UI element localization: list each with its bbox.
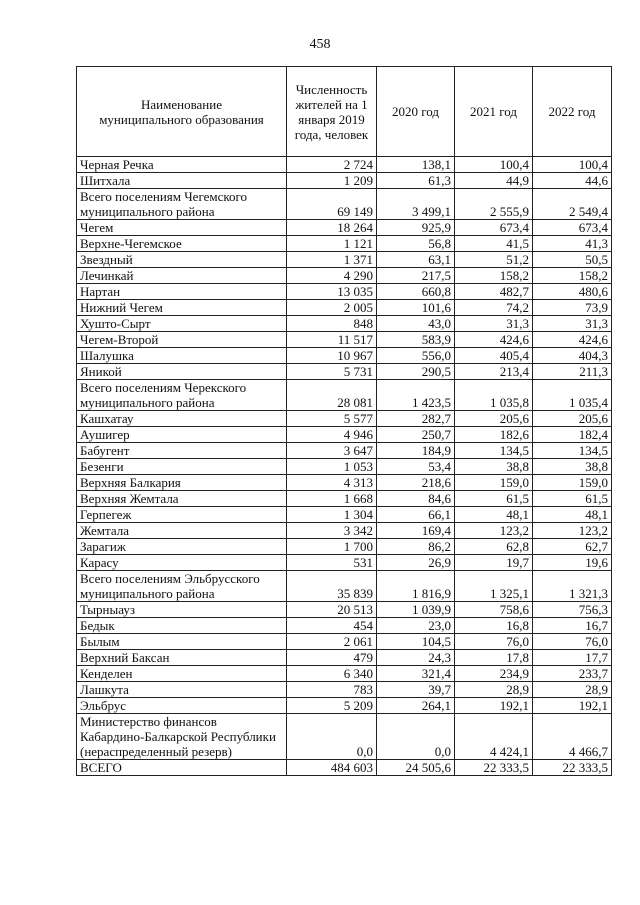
table-row [77,523,612,539]
header-row [77,67,612,157]
value-2020-cell: 61,3 [377,173,455,189]
value-2022-cell: 159,0 [533,475,612,491]
population-cell: 11 517 [287,332,377,348]
municipality-name-cell: Лечинкай [77,268,287,284]
table-row [77,411,612,427]
value-2021-cell: 76,0 [455,634,533,650]
population-cell: 28 081 [287,380,377,411]
population-cell: 13 035 [287,284,377,300]
table-row [77,220,612,236]
municipality-name-cell: Министерство финансов Кабардино-Балкарской Республики (нераспределенный резерв) [77,714,287,760]
value-2020-cell: 169,4 [377,523,455,539]
table-row [77,760,612,776]
header-name: Наименование муниципального образования [77,67,287,157]
municipality-name-cell: Аушигер [77,427,287,443]
value-2020-cell: 0,0 [377,714,455,760]
municipality-name-cell: Былым [77,634,287,650]
value-2022-cell: 16,7 [533,618,612,634]
value-2022-cell: 192,1 [533,698,612,714]
population-cell: 18 264 [287,220,377,236]
table-row [77,714,612,760]
table-row [77,555,612,571]
value-2022-cell: 17,7 [533,650,612,666]
value-2021-cell: 31,3 [455,316,533,332]
population-cell: 6 340 [287,666,377,682]
table-row [77,443,612,459]
population-cell: 4 313 [287,475,377,491]
table-row [77,268,612,284]
value-2021-cell: 19,7 [455,555,533,571]
population-cell: 20 513 [287,602,377,618]
population-cell: 4 946 [287,427,377,443]
population-cell: 5 731 [287,364,377,380]
municipality-name-cell: Чегем [77,220,287,236]
value-2020-cell: 218,6 [377,475,455,491]
value-2022-cell: 44,6 [533,173,612,189]
value-2020-cell: 101,6 [377,300,455,316]
value-2021-cell: 38,8 [455,459,533,475]
table-row [77,539,612,555]
value-2020-cell: 660,8 [377,284,455,300]
population-cell: 2 005 [287,300,377,316]
value-2021-cell: 28,9 [455,682,533,698]
population-cell: 3 647 [287,443,377,459]
value-2020-cell: 84,6 [377,491,455,507]
table-row [77,618,612,634]
header-2021: 2021 год [455,67,533,157]
value-2020-cell: 290,5 [377,364,455,380]
municipality-name-cell: Всего поселениям Черекского муниципального района [77,380,287,411]
table-header [77,67,612,157]
value-2021-cell: 424,6 [455,332,533,348]
municipality-name-cell: Чегем-Второй [77,332,287,348]
population-cell: 484 603 [287,760,377,776]
value-2022-cell: 61,5 [533,491,612,507]
municipality-name-cell: Лашкута [77,682,287,698]
municipality-name-cell: Всего поселениям Эльбрусского муниципального района [77,571,287,602]
value-2020-cell: 556,0 [377,348,455,364]
value-2020-cell: 63,1 [377,252,455,268]
value-2021-cell: 62,8 [455,539,533,555]
value-2022-cell: 158,2 [533,268,612,284]
value-2022-cell: 4 466,7 [533,714,612,760]
table-row [77,300,612,316]
value-2022-cell: 48,1 [533,507,612,523]
value-2021-cell: 192,1 [455,698,533,714]
table-row [77,666,612,682]
value-2020-cell: 3 499,1 [377,189,455,220]
municipality-name-cell: Бабугент [77,443,287,459]
value-2020-cell: 39,7 [377,682,455,698]
value-2020-cell: 43,0 [377,316,455,332]
municipality-name-cell: Всего поселениям Чегемского муниципального района [77,189,287,220]
table-row [77,475,612,491]
value-2020-cell: 53,4 [377,459,455,475]
municipality-name-cell: Тырныауз [77,602,287,618]
population-cell: 848 [287,316,377,332]
value-2021-cell: 1 035,8 [455,380,533,411]
value-2022-cell: 673,4 [533,220,612,236]
table-row [77,507,612,523]
value-2021-cell: 2 555,9 [455,189,533,220]
municipality-name-cell: Черная Речка [77,157,287,173]
value-2020-cell: 1 816,9 [377,571,455,602]
value-2020-cell: 56,8 [377,236,455,252]
value-2022-cell: 424,6 [533,332,612,348]
value-2021-cell: 673,4 [455,220,533,236]
population-cell: 1 668 [287,491,377,507]
value-2022-cell: 182,4 [533,427,612,443]
value-2020-cell: 184,9 [377,443,455,459]
value-2022-cell: 134,5 [533,443,612,459]
value-2022-cell: 404,3 [533,348,612,364]
table-row [77,189,612,220]
value-2020-cell: 23,0 [377,618,455,634]
value-2021-cell: 758,6 [455,602,533,618]
population-cell: 2 061 [287,634,377,650]
value-2021-cell: 4 424,1 [455,714,533,760]
municipality-name-cell: Шалушка [77,348,287,364]
table-row [77,316,612,332]
value-2022-cell: 205,6 [533,411,612,427]
value-2021-cell: 405,4 [455,348,533,364]
value-2022-cell: 1 321,3 [533,571,612,602]
value-2020-cell: 104,5 [377,634,455,650]
value-2020-cell: 250,7 [377,427,455,443]
value-2021-cell: 123,2 [455,523,533,539]
municipality-name-cell: Бедык [77,618,287,634]
value-2022-cell: 756,3 [533,602,612,618]
table-row [77,173,612,189]
value-2020-cell: 24 505,6 [377,760,455,776]
value-2022-cell: 38,8 [533,459,612,475]
population-cell: 1 304 [287,507,377,523]
population-cell: 2 724 [287,157,377,173]
population-cell: 4 290 [287,268,377,284]
table-row [77,348,612,364]
value-2022-cell: 62,7 [533,539,612,555]
value-2021-cell: 48,1 [455,507,533,523]
municipality-name-cell: Нартан [77,284,287,300]
table-row [77,332,612,348]
value-2020-cell: 217,5 [377,268,455,284]
value-2020-cell: 86,2 [377,539,455,555]
value-2021-cell: 234,9 [455,666,533,682]
municipality-name-cell: Шитхала [77,173,287,189]
value-2022-cell: 480,6 [533,284,612,300]
population-cell: 783 [287,682,377,698]
value-2022-cell: 211,3 [533,364,612,380]
population-cell: 1 700 [287,539,377,555]
table-row [77,157,612,173]
table-row [77,571,612,602]
value-2021-cell: 16,8 [455,618,533,634]
population-cell: 10 967 [287,348,377,364]
value-2021-cell: 158,2 [455,268,533,284]
value-2022-cell: 28,9 [533,682,612,698]
value-2021-cell: 134,5 [455,443,533,459]
municipality-name-cell: Карасу [77,555,287,571]
value-2022-cell: 2 549,4 [533,189,612,220]
value-2020-cell: 282,7 [377,411,455,427]
value-2021-cell: 61,5 [455,491,533,507]
value-2020-cell: 24,3 [377,650,455,666]
population-cell: 0,0 [287,714,377,760]
value-2022-cell: 41,3 [533,236,612,252]
municipality-name-cell: Верхний Баксан [77,650,287,666]
value-2021-cell: 51,2 [455,252,533,268]
table-row [77,682,612,698]
population-cell: 1 371 [287,252,377,268]
table-row [77,380,612,411]
value-2020-cell: 66,1 [377,507,455,523]
population-cell: 69 149 [287,189,377,220]
population-cell: 5 209 [287,698,377,714]
population-cell: 1 209 [287,173,377,189]
population-cell: 1 121 [287,236,377,252]
population-cell: 5 577 [287,411,377,427]
value-2022-cell: 73,9 [533,300,612,316]
value-2021-cell: 1 325,1 [455,571,533,602]
municipality-name-cell: Жемтала [77,523,287,539]
municipality-name-cell: Верхняя Жемтала [77,491,287,507]
value-2021-cell: 482,7 [455,284,533,300]
table-row [77,650,612,666]
value-2021-cell: 159,0 [455,475,533,491]
value-2020-cell: 26,9 [377,555,455,571]
value-2021-cell: 74,2 [455,300,533,316]
table-row [77,459,612,475]
table-row [77,491,612,507]
header-2022: 2022 год [533,67,612,157]
value-2022-cell: 100,4 [533,157,612,173]
table-row [77,602,612,618]
municipality-name-cell: Яникой [77,364,287,380]
value-2021-cell: 213,4 [455,364,533,380]
value-2022-cell: 233,7 [533,666,612,682]
value-2021-cell: 22 333,5 [455,760,533,776]
value-2022-cell: 123,2 [533,523,612,539]
value-2021-cell: 182,6 [455,427,533,443]
municipality-name-cell: Эльбрус [77,698,287,714]
population-cell: 1 053 [287,459,377,475]
population-cell: 3 342 [287,523,377,539]
table-row [77,236,612,252]
value-2020-cell: 1 039,9 [377,602,455,618]
value-2022-cell: 31,3 [533,316,612,332]
municipality-name-cell: Безенги [77,459,287,475]
header-population: Численность жителей на 1 января 2019 года, человек [287,67,377,157]
municipality-name-cell: Нижний Чегем [77,300,287,316]
municipality-name-cell: Верхняя Балкария [77,475,287,491]
population-cell: 35 839 [287,571,377,602]
value-2022-cell: 76,0 [533,634,612,650]
value-2020-cell: 583,9 [377,332,455,348]
municipality-name-cell: Кашхатау [77,411,287,427]
table-row [77,284,612,300]
municipality-name-cell: Верхне-Чегемское [77,236,287,252]
value-2021-cell: 41,5 [455,236,533,252]
value-2021-cell: 44,9 [455,173,533,189]
municipality-name-cell: Кенделен [77,666,287,682]
budget-table [76,66,612,776]
value-2020-cell: 321,4 [377,666,455,682]
value-2020-cell: 138,1 [377,157,455,173]
municipality-name-cell: Зарагиж [77,539,287,555]
value-2020-cell: 264,1 [377,698,455,714]
table-row [77,634,612,650]
value-2020-cell: 925,9 [377,220,455,236]
value-2020-cell: 1 423,5 [377,380,455,411]
value-2021-cell: 17,8 [455,650,533,666]
value-2021-cell: 205,6 [455,411,533,427]
value-2022-cell: 50,5 [533,252,612,268]
table-row [77,252,612,268]
table-row [77,364,612,380]
value-2021-cell: 100,4 [455,157,533,173]
population-cell: 531 [287,555,377,571]
value-2022-cell: 22 333,5 [533,760,612,776]
municipality-name-cell: Герпегеж [77,507,287,523]
population-cell: 454 [287,618,377,634]
table-body [77,157,612,776]
header-2020: 2020 год [377,67,455,157]
value-2022-cell: 19,6 [533,555,612,571]
population-cell: 479 [287,650,377,666]
municipality-name-cell: Звездный [77,252,287,268]
table-row [77,698,612,714]
municipality-name-cell: ВСЕГО [77,760,287,776]
table-row [77,427,612,443]
page-number: 458 [309,37,331,52]
value-2022-cell: 1 035,4 [533,380,612,411]
municipality-name-cell: Хушто-Сырт [77,316,287,332]
